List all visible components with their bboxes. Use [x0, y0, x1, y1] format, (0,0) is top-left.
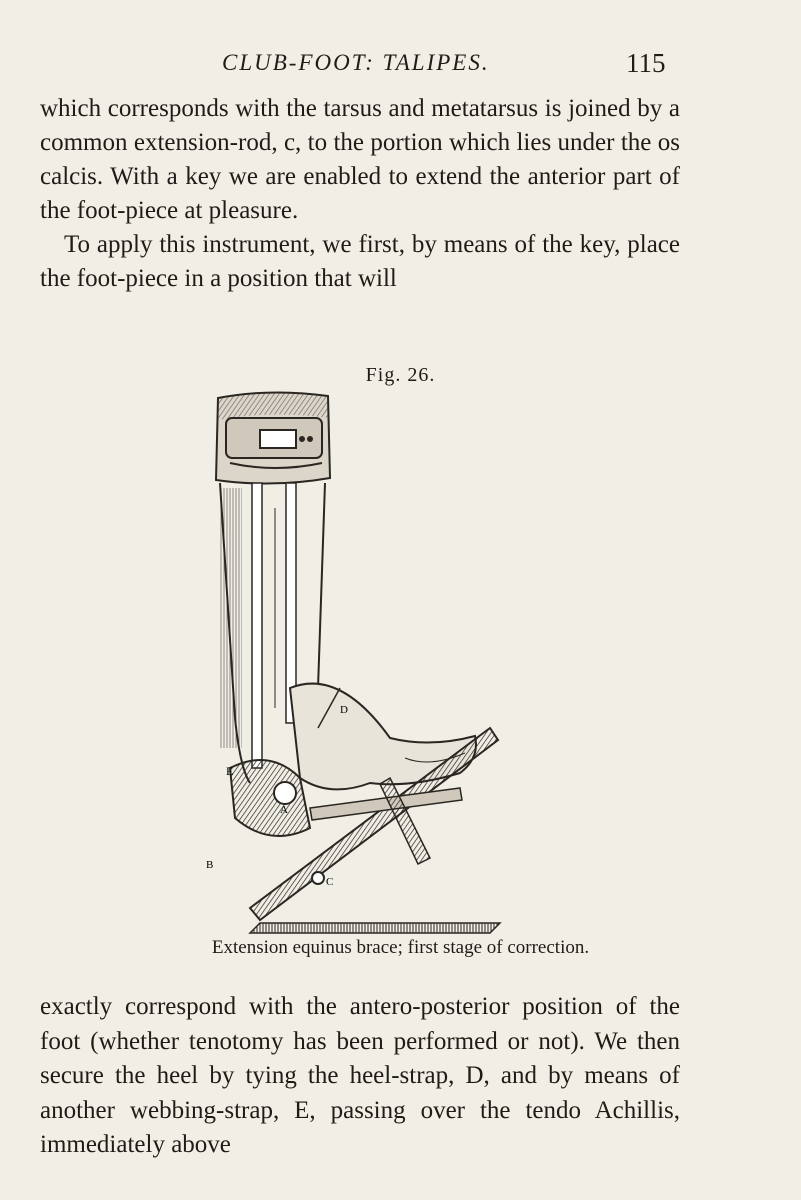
- calf-band: [216, 392, 330, 483]
- running-head: CLUB-FOOT: TALIPES.: [222, 50, 490, 75]
- paragraph-1: which corresponds with the tarsus and metatarsus is joined by a common extension-rod, c, to the portion which lies under the os calcis. With a key we are enabled to extend the anterior part of the foot-piece at pleasure.: [40, 95, 680, 224]
- page-header: [0, 38, 801, 78]
- paragraph-3: exactly correspond with the antero-posterior position of the foot (whether tenotomy has been performed or not). We then secure the heel by tying the heel-strap, D, and by means of another webbing-strap, E, passing over the tendo Achillis, immediately above: [40, 993, 680, 1158]
- figure-caption: Extension equinus brace; first stage of correction.: [211, 937, 590, 958]
- heel-block: [230, 760, 310, 836]
- letter-c: C: [326, 876, 334, 888]
- letter-b: B: [206, 859, 214, 871]
- figure-label: Fig. 26.: [365, 364, 436, 386]
- letter-d: D: [340, 704, 348, 716]
- top-text-block: [40, 92, 680, 296]
- page-number: 115: [626, 48, 666, 78]
- bottom-text-block: [40, 990, 680, 1163]
- letter-e: E: [226, 764, 234, 778]
- figure-illustration: [190, 388, 520, 938]
- letter-a: A: [280, 804, 288, 816]
- paragraph-2: To apply this instrument, we first, by means of the key, place the foot-piece in a position that will: [40, 231, 680, 292]
